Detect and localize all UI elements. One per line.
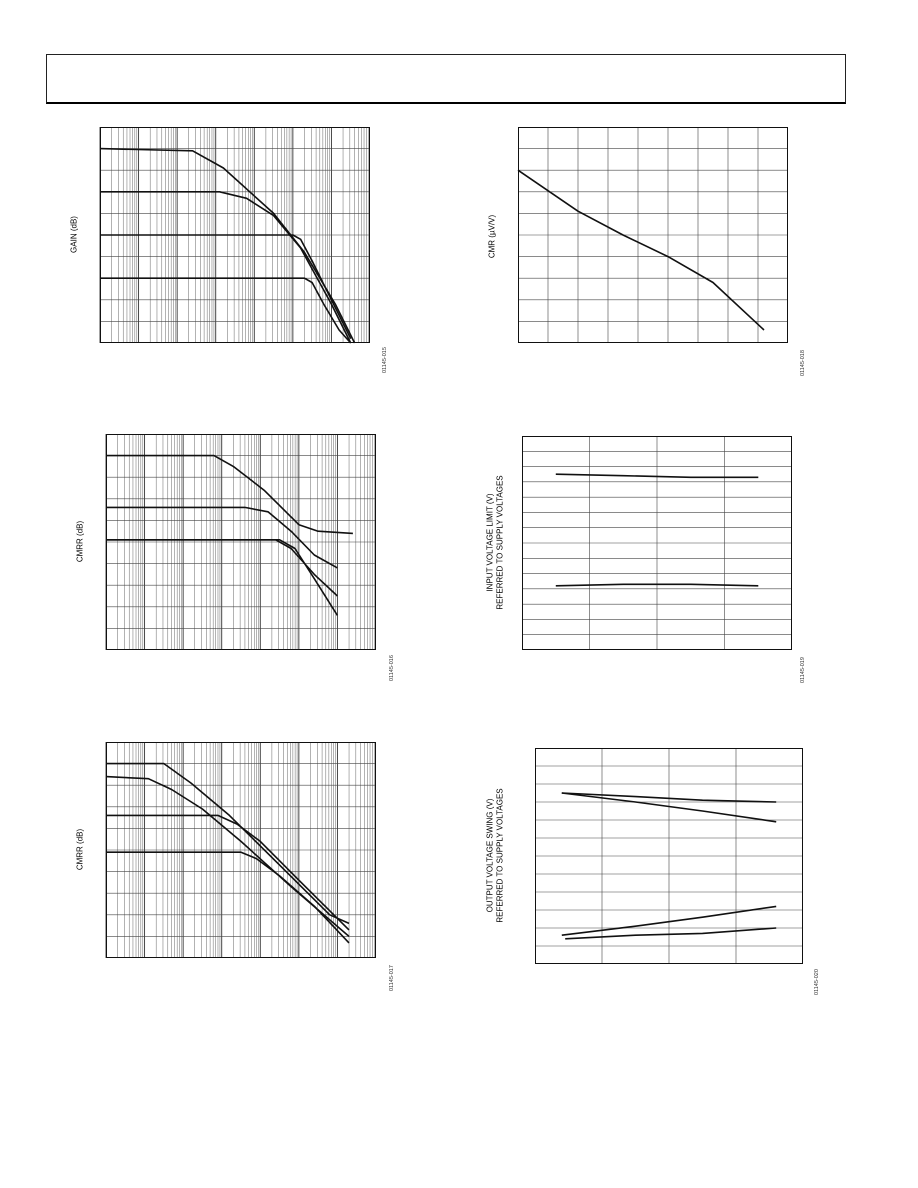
series-line: [106, 456, 353, 534]
y-axis-label-2: REFERRED TO SUPPLY VOLTAGES: [495, 475, 505, 610]
series-line: [106, 777, 349, 937]
figure-id: 01145-015: [382, 347, 388, 373]
series-line: [518, 170, 764, 330]
cmr-chart: [518, 127, 788, 343]
series-line: [100, 278, 351, 343]
y-axis-label: OUTPUT VOLTAGE SWING (V): [485, 798, 495, 913]
page-header-box: [46, 54, 846, 104]
output-voltage-swing-chart: [535, 748, 803, 964]
y-axis-label: GAIN (dB): [69, 216, 79, 253]
y-axis-label: INPUT VOLTAGE LIMIT (V): [485, 493, 495, 592]
gain-vs-frequency-chart: [100, 127, 370, 343]
cmrr-vs-frequency-chart-2: [106, 742, 376, 958]
series-line: [106, 815, 349, 930]
y-axis-label: CMRR (dB): [75, 520, 85, 563]
figure-id: 01145-016: [389, 655, 395, 681]
series-line: [565, 928, 776, 939]
figure-id: 01145-019: [800, 657, 806, 683]
figure-id: 01145-018: [800, 350, 806, 376]
figure-id: 01145-017: [389, 965, 395, 991]
y-axis-label: CMRR (dB): [75, 828, 85, 871]
series-line: [100, 235, 351, 339]
cmrr-vs-frequency-chart-1: [106, 434, 376, 650]
y-axis-label: CMR (µV/V): [487, 214, 497, 259]
figure-id: 01145-020: [814, 969, 820, 995]
series-line: [106, 764, 349, 924]
input-voltage-limit-chart: [522, 436, 792, 650]
y-axis-label-2: REFERRED TO SUPPLY VOLTAGES: [495, 788, 505, 923]
